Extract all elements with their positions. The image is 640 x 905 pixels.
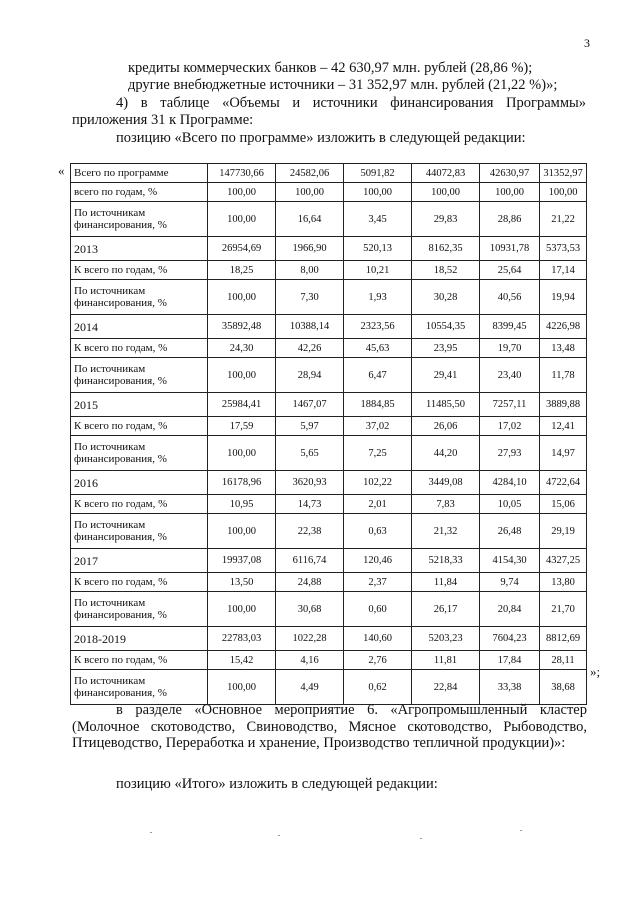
table-cell: 23,95: [412, 339, 480, 358]
table-cell: 15,06: [540, 495, 587, 514]
table-cell: 24,88: [276, 573, 344, 592]
table-cell: 8399,45: [480, 315, 540, 339]
table-cell: 100,00: [208, 436, 276, 471]
table-cell: 1022,28: [276, 627, 344, 651]
table-cell: 13,48: [540, 339, 587, 358]
intro-line-1: кредиты коммерческих банков – 42 630,97 млн. рублей (28,86 %);: [128, 60, 533, 76]
table-cell: 17,02: [480, 417, 540, 436]
table-cell: 33,38: [480, 670, 540, 705]
table-cell: 22783,03: [208, 627, 276, 651]
table-cell: 3,45: [344, 202, 412, 237]
section-paragraph: в разделе «Основное мероприятие 6. «Агропромышленный кластер (Молочное скотоводство, Свиноводство, Мясное скотоводство, Рыбоводство, Птицеводство, Переработка и хранение, Производство тепличной продукции)»:: [72, 702, 587, 751]
table-cell: 10931,78: [480, 237, 540, 261]
table-cell: 3620,93: [276, 471, 344, 495]
table-cell: 14,97: [540, 436, 587, 471]
table-cell: 31352,97: [540, 164, 587, 183]
table-cell: 5,65: [276, 436, 344, 471]
table-row: [71, 202, 587, 237]
table-cell: 2,01: [344, 495, 412, 514]
table-row: [71, 495, 587, 514]
table-cell: 35892,48: [208, 315, 276, 339]
scan-dot: [278, 835, 280, 836]
table-cell: 4284,10: [480, 471, 540, 495]
table-cell: 23,40: [480, 358, 540, 393]
table-cell: 26954,69: [208, 237, 276, 261]
row-label: По источникам финансирования, %: [71, 670, 208, 705]
row-label: 2015: [71, 393, 208, 417]
table-cell: 6116,74: [276, 549, 344, 573]
table-cell: 6,47: [344, 358, 412, 393]
table-cell: 100,00: [344, 183, 412, 202]
table-cell: 10,05: [480, 495, 540, 514]
table-cell: 2323,56: [344, 315, 412, 339]
table-cell: 10554,35: [412, 315, 480, 339]
row-label: К всего по годам, %: [71, 417, 208, 436]
table-row: [71, 670, 587, 705]
table-cell: 8812,69: [540, 627, 587, 651]
table-row: [71, 471, 587, 495]
table-cell: 42,26: [276, 339, 344, 358]
table-cell: 26,48: [480, 514, 540, 549]
table-cell: 100,00: [412, 183, 480, 202]
table-cell: 100,00: [208, 358, 276, 393]
row-label: По источникам финансирования, %: [71, 436, 208, 471]
table-row: [71, 393, 587, 417]
scan-dot: [520, 830, 522, 831]
scan-dot: [150, 832, 152, 833]
table-cell: 1467,07: [276, 393, 344, 417]
table-cell: 17,84: [480, 651, 540, 670]
table-cell: 21,32: [412, 514, 480, 549]
table-cell: 25984,41: [208, 393, 276, 417]
table-cell: 7604,23: [480, 627, 540, 651]
table-cell: 10388,14: [276, 315, 344, 339]
row-label: К всего по годам, %: [71, 573, 208, 592]
table-cell: 4154,30: [480, 549, 540, 573]
table-cell: 26,06: [412, 417, 480, 436]
row-label: По источникам финансирования, %: [71, 514, 208, 549]
table-row: [71, 417, 587, 436]
row-label: По источникам финансирования, %: [71, 280, 208, 315]
table-cell: 22,38: [276, 514, 344, 549]
table-cell: 100,00: [208, 202, 276, 237]
table-cell: 38,68: [540, 670, 587, 705]
table-row: [71, 261, 587, 280]
table-row: [71, 592, 587, 627]
table-row: [71, 549, 587, 573]
table-cell: 16,64: [276, 202, 344, 237]
table-row: [71, 358, 587, 393]
table-cell: 27,93: [480, 436, 540, 471]
intro-line-2: другие внебюджетные источники – 31 352,97 млн. рублей (21,22 %)»;: [128, 77, 558, 93]
close-quote: »;: [590, 664, 601, 679]
row-label: 2013: [71, 237, 208, 261]
table-cell: 120,46: [344, 549, 412, 573]
table-cell: 5218,33: [412, 549, 480, 573]
table-cell: 140,60: [344, 627, 412, 651]
table-cell: 13,80: [540, 573, 587, 592]
table-cell: 8162,35: [412, 237, 480, 261]
table-cell: 29,83: [412, 202, 480, 237]
table-cell: 19,70: [480, 339, 540, 358]
table-cell: 12,41: [540, 417, 587, 436]
table-row: [71, 627, 587, 651]
table-cell: 2,37: [344, 573, 412, 592]
intro-line-5: позицию «Всего по программе» изложить в следующей редакции:: [116, 130, 526, 146]
table-cell: 4,16: [276, 651, 344, 670]
row-label: всего по годам, %: [71, 183, 208, 202]
row-label: К всего по годам, %: [71, 261, 208, 280]
table-cell: 11,84: [412, 573, 480, 592]
table-cell: 1,93: [344, 280, 412, 315]
table-cell: 1966,90: [276, 237, 344, 261]
table-cell: 100,00: [208, 280, 276, 315]
table-cell: 3889,88: [540, 393, 587, 417]
table-row: [71, 237, 587, 261]
table-cell: 0,63: [344, 514, 412, 549]
table-row: [71, 651, 587, 670]
open-quote: «: [58, 163, 65, 178]
table-cell: 44,20: [412, 436, 480, 471]
scan-dot: [420, 838, 422, 839]
intro-line-4: приложения 31 к Программе:: [72, 112, 254, 128]
table-row: [71, 514, 587, 549]
table-cell: 44072,83: [412, 164, 480, 183]
financing-table-body: [71, 164, 587, 705]
table-cell: 7,25: [344, 436, 412, 471]
table-cell: 0,62: [344, 670, 412, 705]
row-label: Всего по программе: [71, 164, 208, 183]
table-cell: 100,00: [540, 183, 587, 202]
table-cell: 5,97: [276, 417, 344, 436]
table-cell: 3449,08: [412, 471, 480, 495]
table-cell: 14,73: [276, 495, 344, 514]
table-cell: 40,56: [480, 280, 540, 315]
table-cell: 100,00: [208, 183, 276, 202]
row-label: К всего по годам, %: [71, 651, 208, 670]
table-cell: 29,19: [540, 514, 587, 549]
table-cell: 520,13: [344, 237, 412, 261]
table-cell: 4226,98: [540, 315, 587, 339]
table-row: [71, 436, 587, 471]
table-cell: 22,84: [412, 670, 480, 705]
table-cell: 100,00: [480, 183, 540, 202]
table-cell: 21,22: [540, 202, 587, 237]
row-label: По источникам финансирования, %: [71, 592, 208, 627]
table-cell: 29,41: [412, 358, 480, 393]
table-cell: 42630,97: [480, 164, 540, 183]
page-number: 3: [584, 36, 590, 50]
table-cell: 11,78: [540, 358, 587, 393]
table-row: [71, 183, 587, 202]
table-row: [71, 164, 587, 183]
table-cell: 17,14: [540, 261, 587, 280]
table-cell: 5203,23: [412, 627, 480, 651]
table-cell: 8,00: [276, 261, 344, 280]
table-cell: 10,95: [208, 495, 276, 514]
table-cell: 15,42: [208, 651, 276, 670]
table-cell: 17,59: [208, 417, 276, 436]
table-cell: 19937,08: [208, 549, 276, 573]
table-cell: 10,21: [344, 261, 412, 280]
table-cell: 25,64: [480, 261, 540, 280]
table-cell: 30,68: [276, 592, 344, 627]
table-cell: 4722,64: [540, 471, 587, 495]
intro-line-3: 4) в таблице «Объемы и источники финансирования Программы»: [116, 95, 586, 111]
table-cell: 28,11: [540, 651, 587, 670]
table-cell: 100,00: [208, 670, 276, 705]
table-cell: 4,49: [276, 670, 344, 705]
table-row: [71, 339, 587, 358]
table-cell: 100,00: [208, 592, 276, 627]
table-cell: 21,70: [540, 592, 587, 627]
table-cell: 11,81: [412, 651, 480, 670]
row-label: 2014: [71, 315, 208, 339]
table-row: [71, 573, 587, 592]
table-cell: 5091,82: [344, 164, 412, 183]
table-cell: 18,25: [208, 261, 276, 280]
table-cell: 11485,50: [412, 393, 480, 417]
table-cell: 37,02: [344, 417, 412, 436]
row-label: 2017: [71, 549, 208, 573]
table-cell: 26,17: [412, 592, 480, 627]
table-row: [71, 280, 587, 315]
table-cell: 100,00: [276, 183, 344, 202]
row-label: По источникам финансирования, %: [71, 358, 208, 393]
table-cell: 102,22: [344, 471, 412, 495]
table-cell: 100,00: [208, 514, 276, 549]
table-cell: 18,52: [412, 261, 480, 280]
table-cell: 24582,06: [276, 164, 344, 183]
table-row: [71, 315, 587, 339]
table-cell: 16178,96: [208, 471, 276, 495]
table-cell: 30,28: [412, 280, 480, 315]
final-line: позицию «Итого» изложить в следующей редакции:: [116, 776, 438, 792]
financing-table: [70, 163, 587, 705]
table-cell: 7,30: [276, 280, 344, 315]
table-cell: 7257,11: [480, 393, 540, 417]
table-cell: 2,76: [344, 651, 412, 670]
table-cell: 0,60: [344, 592, 412, 627]
table-cell: 28,94: [276, 358, 344, 393]
table-cell: 20,84: [480, 592, 540, 627]
row-label: К всего по годам, %: [71, 495, 208, 514]
table-cell: 1884,85: [344, 393, 412, 417]
row-label: По источникам финансирования, %: [71, 202, 208, 237]
table-cell: 19,94: [540, 280, 587, 315]
table-cell: 45,63: [344, 339, 412, 358]
table-cell: 28,86: [480, 202, 540, 237]
row-label: К всего по годам, %: [71, 339, 208, 358]
table-cell: 147730,66: [208, 164, 276, 183]
table-cell: 7,83: [412, 495, 480, 514]
row-label: 2018-2019: [71, 627, 208, 651]
table-cell: 4327,25: [540, 549, 587, 573]
table-cell: 13,50: [208, 573, 276, 592]
table-cell: 9,74: [480, 573, 540, 592]
table-cell: 5373,53: [540, 237, 587, 261]
row-label: 2016: [71, 471, 208, 495]
table-cell: 24,30: [208, 339, 276, 358]
